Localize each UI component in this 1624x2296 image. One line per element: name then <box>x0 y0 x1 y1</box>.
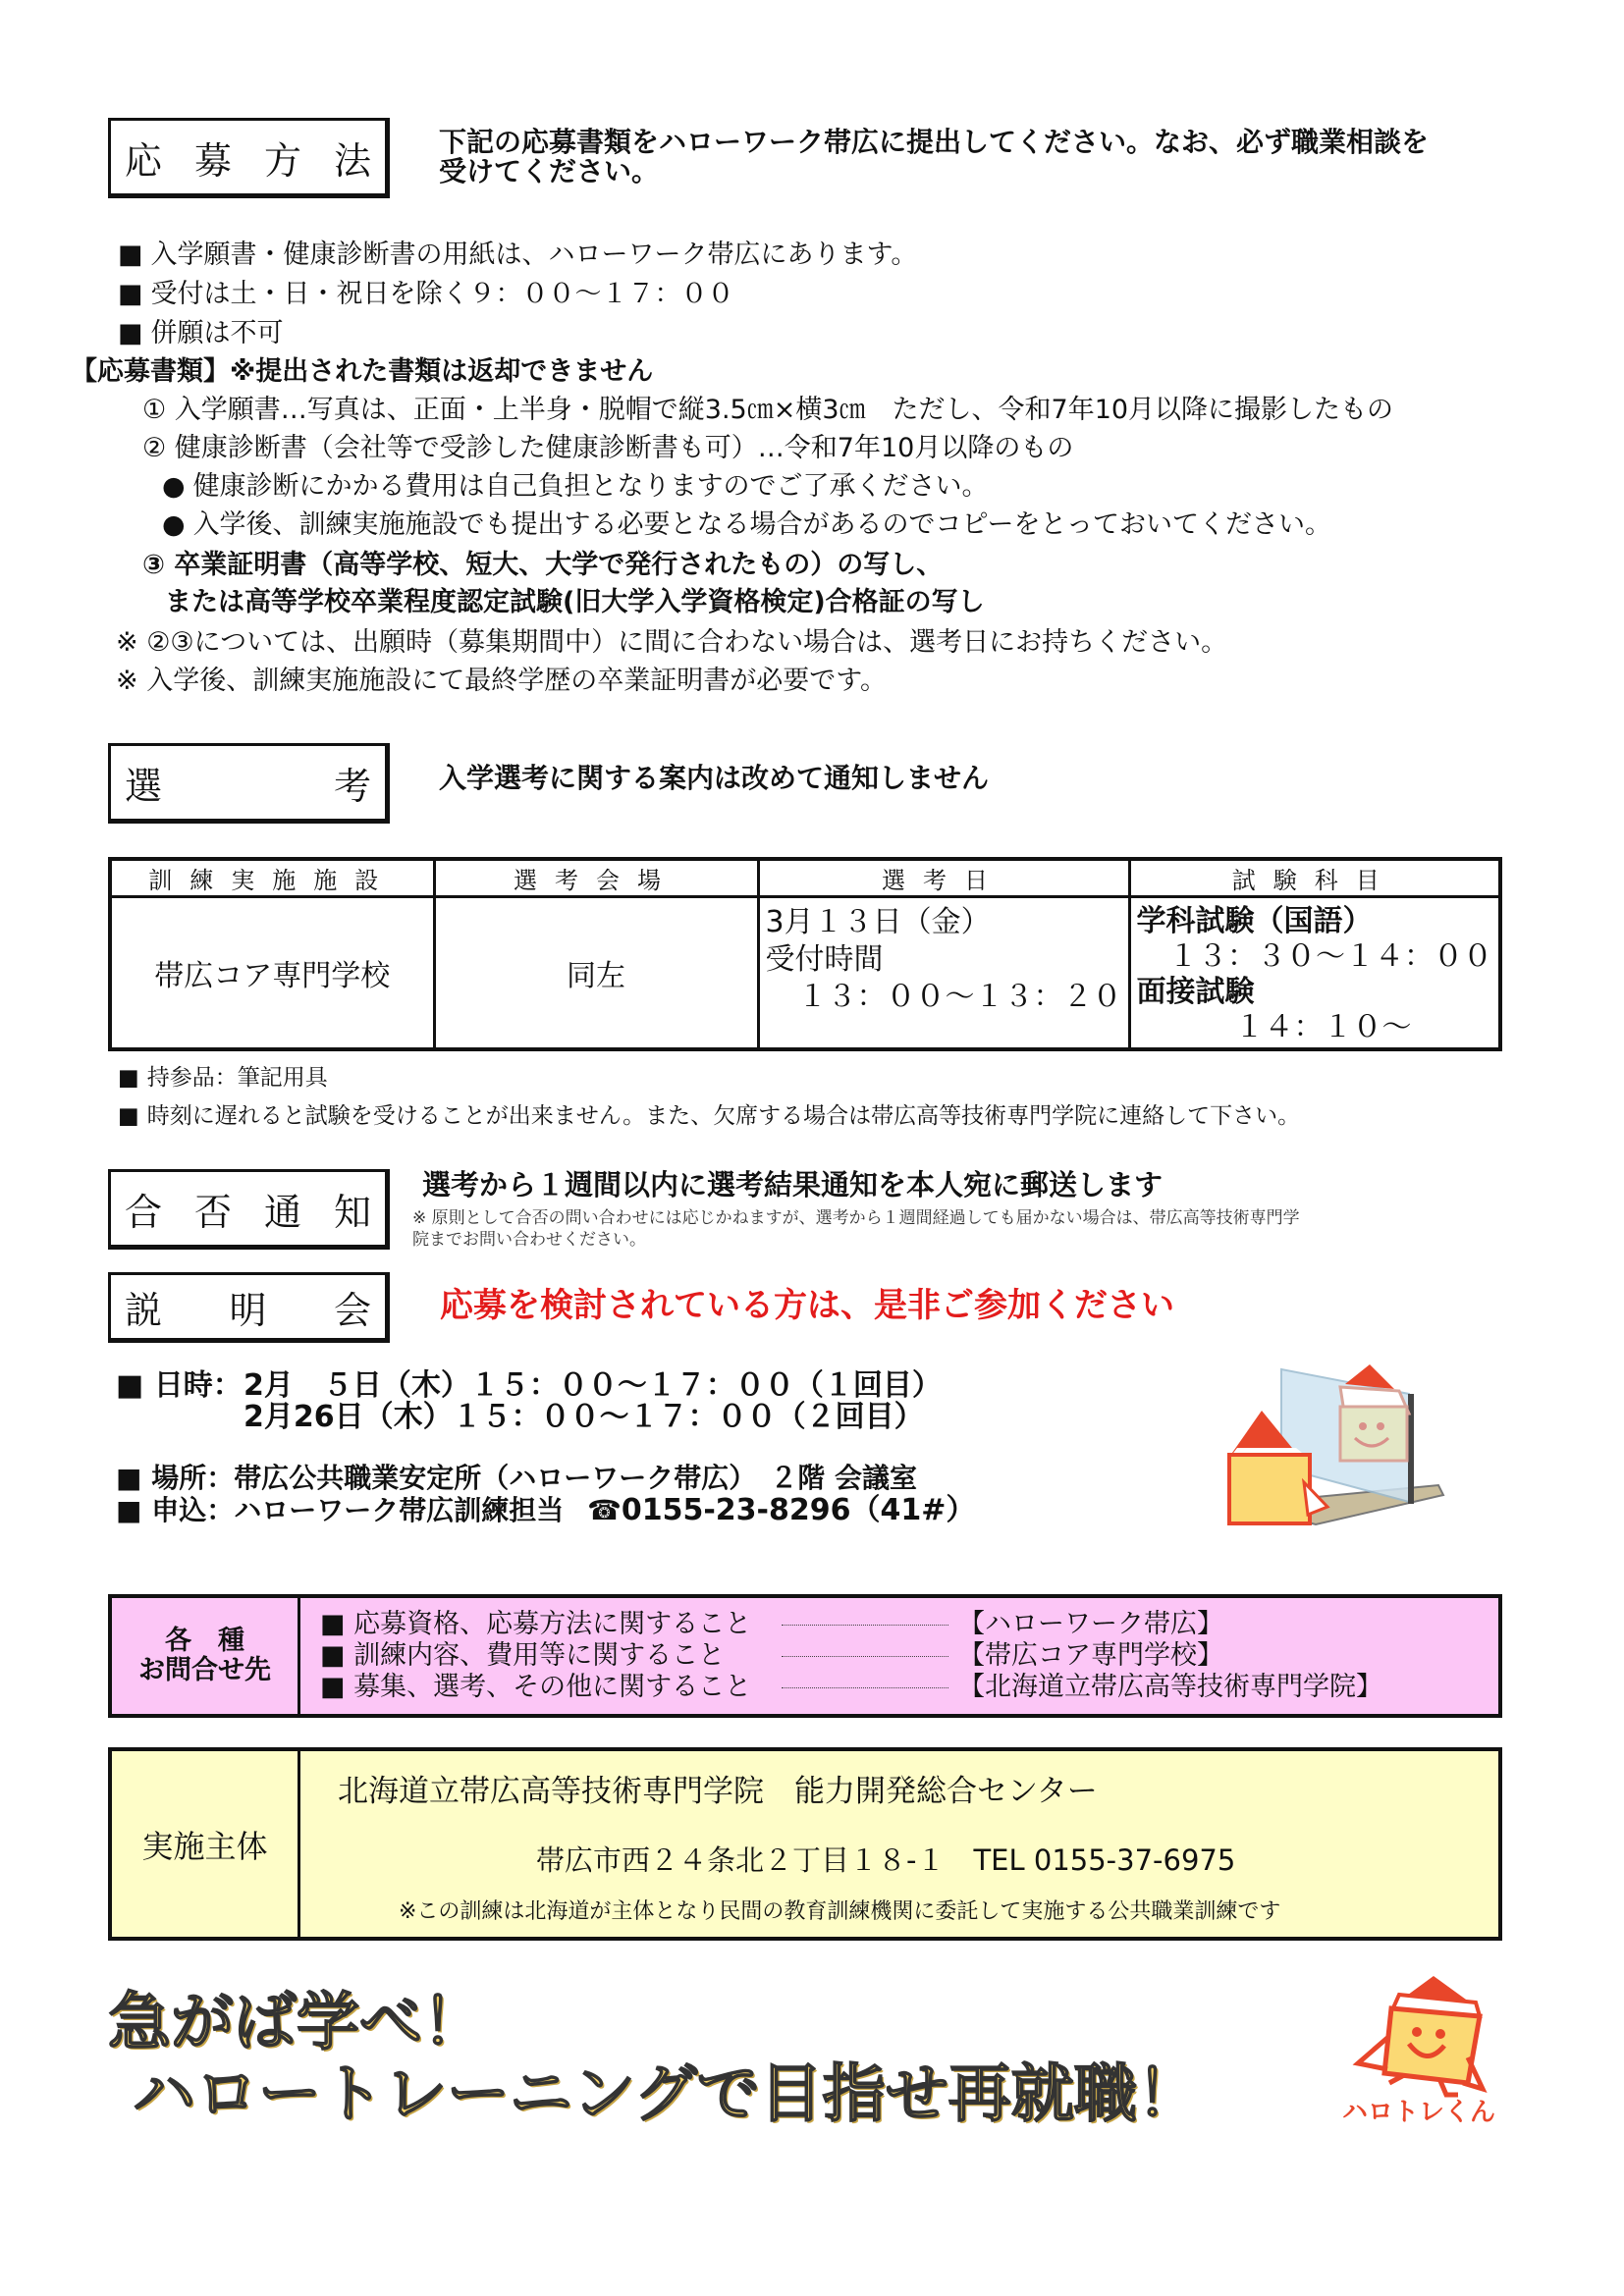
organizer-label: 実施主体 <box>112 1751 300 1937</box>
result-main: 選考から１週間以内に選考結果通知を本人宛に郵送します <box>422 1168 1164 1201</box>
phone-icon: ☎ <box>586 1494 622 1526</box>
cell-venue: 同左 <box>434 897 758 1050</box>
briefing-place: ■ 場所：帯広公共職業安定所（ハローワーク帯広） ２階 会議室 <box>116 1462 917 1494</box>
briefing-invite: 応募を検討されている方は、是非ご参加ください <box>440 1286 1174 1325</box>
cell-facility: 帯広コア専門学校 <box>110 897 434 1050</box>
subject1-label: 学科試験（国語） <box>1136 904 1373 938</box>
inquiries-label <box>112 1598 300 1714</box>
application-doc2-note: ● 健康診断にかかる費用は自己負担となりますのでご了承ください。 <box>162 470 989 504</box>
inquiry-contact: 【北海道立帯広高等技術専門学院】 <box>958 1672 1382 1702</box>
table-row <box>110 897 1500 1050</box>
heading-char: 考 <box>333 764 371 808</box>
inquiries-box <box>108 1594 1502 1718</box>
inquiry-row <box>320 1672 1479 1703</box>
subject2-label: 面接試験 <box>1136 975 1255 1009</box>
briefing-date2: 2月26日（木）１５：００～１７：００（２回目） <box>244 1400 924 1434</box>
slogan-line1: 急がば学べ！ <box>108 1987 485 2059</box>
table-header: 選考日 <box>758 859 1129 897</box>
table-header: 選考会場 <box>434 859 758 897</box>
inquiry-contact: 【ハローワーク帯広】 <box>958 1609 1223 1639</box>
cell-subjects <box>1129 897 1500 1050</box>
organizer-name: 北海道立帯広高等技術専門学院 能力開発総合センター <box>338 1774 1098 1809</box>
heading-char: 知 <box>333 1190 371 1234</box>
inquiry-topic: ■ 募集、選考、その他に関すること <box>320 1672 752 1702</box>
briefing-date1: 2月 ５日（木）１５：００～１７：００（１回目） <box>244 1368 942 1403</box>
inquiries-label-line1: 各 種 <box>165 1626 244 1656</box>
briefing-apply-prefix: ■ 申込：ハローワーク帯広訓練担当 <box>116 1494 565 1526</box>
heading-briefing <box>108 1272 390 1343</box>
heading-char: 合 <box>125 1190 163 1234</box>
reception-time: １３：００～１３：２０ <box>797 980 1122 1014</box>
leader-dots <box>782 1687 948 1688</box>
heading-result-notice <box>108 1169 390 1250</box>
subject1-time: １３：３０～１４：００ <box>1168 939 1492 974</box>
inquiry-row <box>320 1640 1479 1672</box>
inquiry-row <box>320 1609 1479 1640</box>
organizer-address: 帯広市西２４条北２丁目１８-１ TEL 0155-37-6975 <box>536 1843 1236 1877</box>
inquiry-topic: ■ 訓練内容、費用等に関すること <box>320 1640 726 1671</box>
application-doc-item: ② 健康診断書（会社等で受診した健康診断書も可）…令和7年10月以降のもの <box>142 433 1074 463</box>
cell-date <box>758 897 1129 1050</box>
subject2-time: １４：１０～ <box>1234 1010 1412 1044</box>
selection-date: 3月１３日（金） <box>765 905 991 939</box>
heading-char: 会 <box>333 1288 371 1332</box>
mascot-partition-illustration <box>1218 1360 1453 1536</box>
application-doc2-note: ● 入学後、訓練実施施設でも提出する必要となる場合があるのでコピーをとっておいてください。 <box>162 508 1331 542</box>
organizer-box <box>108 1747 1502 1941</box>
table-header: 訓練実施施設 <box>110 859 434 897</box>
application-bullet: ■ 併願は不可 <box>118 317 284 350</box>
mascot-logo <box>1330 1973 1507 2125</box>
briefing-apply <box>116 1494 975 1527</box>
application-docs-title: 【応募書類】※提出された書類は返却できません <box>71 356 654 387</box>
application-doc-item: ① 入学願書…写真は、正面・上半身・脱帽で縦3.5㎝×横3㎝ ただし、令和7年10月以降に撮影したもの <box>142 395 1394 425</box>
heading-char: 明 <box>229 1288 267 1332</box>
application-intro-line1: 下記の応募書類をハローワーク帯広に提出してください。なお、必ず職業相談を <box>439 126 1430 158</box>
heading-char: 否 <box>193 1190 232 1234</box>
heading-char: 説 <box>125 1288 163 1332</box>
leader-dots <box>782 1656 948 1657</box>
heading-selection <box>108 743 390 824</box>
result-note-line2: 院までお問い合わせください。 <box>412 1230 646 1250</box>
application-bullet: ■ 受付は土・日・祝日を除く９：００～１７：００ <box>118 278 734 311</box>
application-doc3-line1: ③ 卒業証明書（高等学校、短大、大学で発行されたもの）の写し、 <box>142 550 944 580</box>
selection-table <box>108 857 1502 1051</box>
heading-char: 方 <box>263 138 301 183</box>
selection-intro: 入学選考に関する案内は改めて通知しません <box>439 762 990 794</box>
heading-application-method <box>108 118 390 198</box>
application-bullet: ■ 入学願書・健康診断書の用紙は、ハローワーク帯広にあります。 <box>118 239 917 272</box>
inquiry-contact: 【帯広コア専門学校】 <box>958 1640 1223 1671</box>
selection-bullet: ■ 時刻に遅れると試験を受けることが出来ません。また、欠席する場合は帯広高等技術専門学院に連絡して下さい。 <box>118 1099 1300 1133</box>
heading-char: 応 <box>125 138 163 183</box>
heading-char: 選 <box>125 764 163 808</box>
selection-bullet: ■ 持参品：筆記用具 <box>118 1061 328 1095</box>
table-header: 試験科目 <box>1129 859 1500 897</box>
slogan-line2: ハロートレーニングで目指せ再就職！ <box>133 2058 1200 2131</box>
heading-char: 募 <box>193 138 232 183</box>
organizer-note: ※この訓練は北海道が主体となり民間の教育訓練機関に委託して実施する公共職業訓練です <box>399 1899 1281 1924</box>
mascot-name: ハロトレくん <box>1341 2098 1496 2125</box>
heading-char: 法 <box>333 138 371 183</box>
application-note: ※ ②③については、出願時（募集期間中）に間に合わない場合は、選考日にお持ちください。 <box>116 627 1228 658</box>
inquiries-label-line2: お問合せ先 <box>138 1655 271 1685</box>
application-note: ※ 入学後、訓練実施施設にて最終学歴の卒業証明書が必要です。 <box>116 666 888 696</box>
reception-label: 受付時間 <box>765 942 884 977</box>
result-note-line1: ※ 原則として合否の問い合わせには応じかねますが、選考から１週間経過しても届かない場合は、帯広高等技術専門学 <box>412 1208 1300 1228</box>
application-doc3-line2: または高等学校卒業程度認定試験(旧大学入学資格検定)合格証の写し <box>165 587 985 617</box>
briefing-phone: 0155-23-8296（41#） <box>621 1493 976 1527</box>
application-intro-line2: 受けてください。 <box>439 155 660 187</box>
briefing-date-label: ■ 日時： <box>116 1368 243 1403</box>
leader-dots <box>782 1625 948 1626</box>
heading-char: 通 <box>263 1190 301 1234</box>
inquiry-topic: ■ 応募資格、応募方法に関すること <box>320 1609 752 1639</box>
